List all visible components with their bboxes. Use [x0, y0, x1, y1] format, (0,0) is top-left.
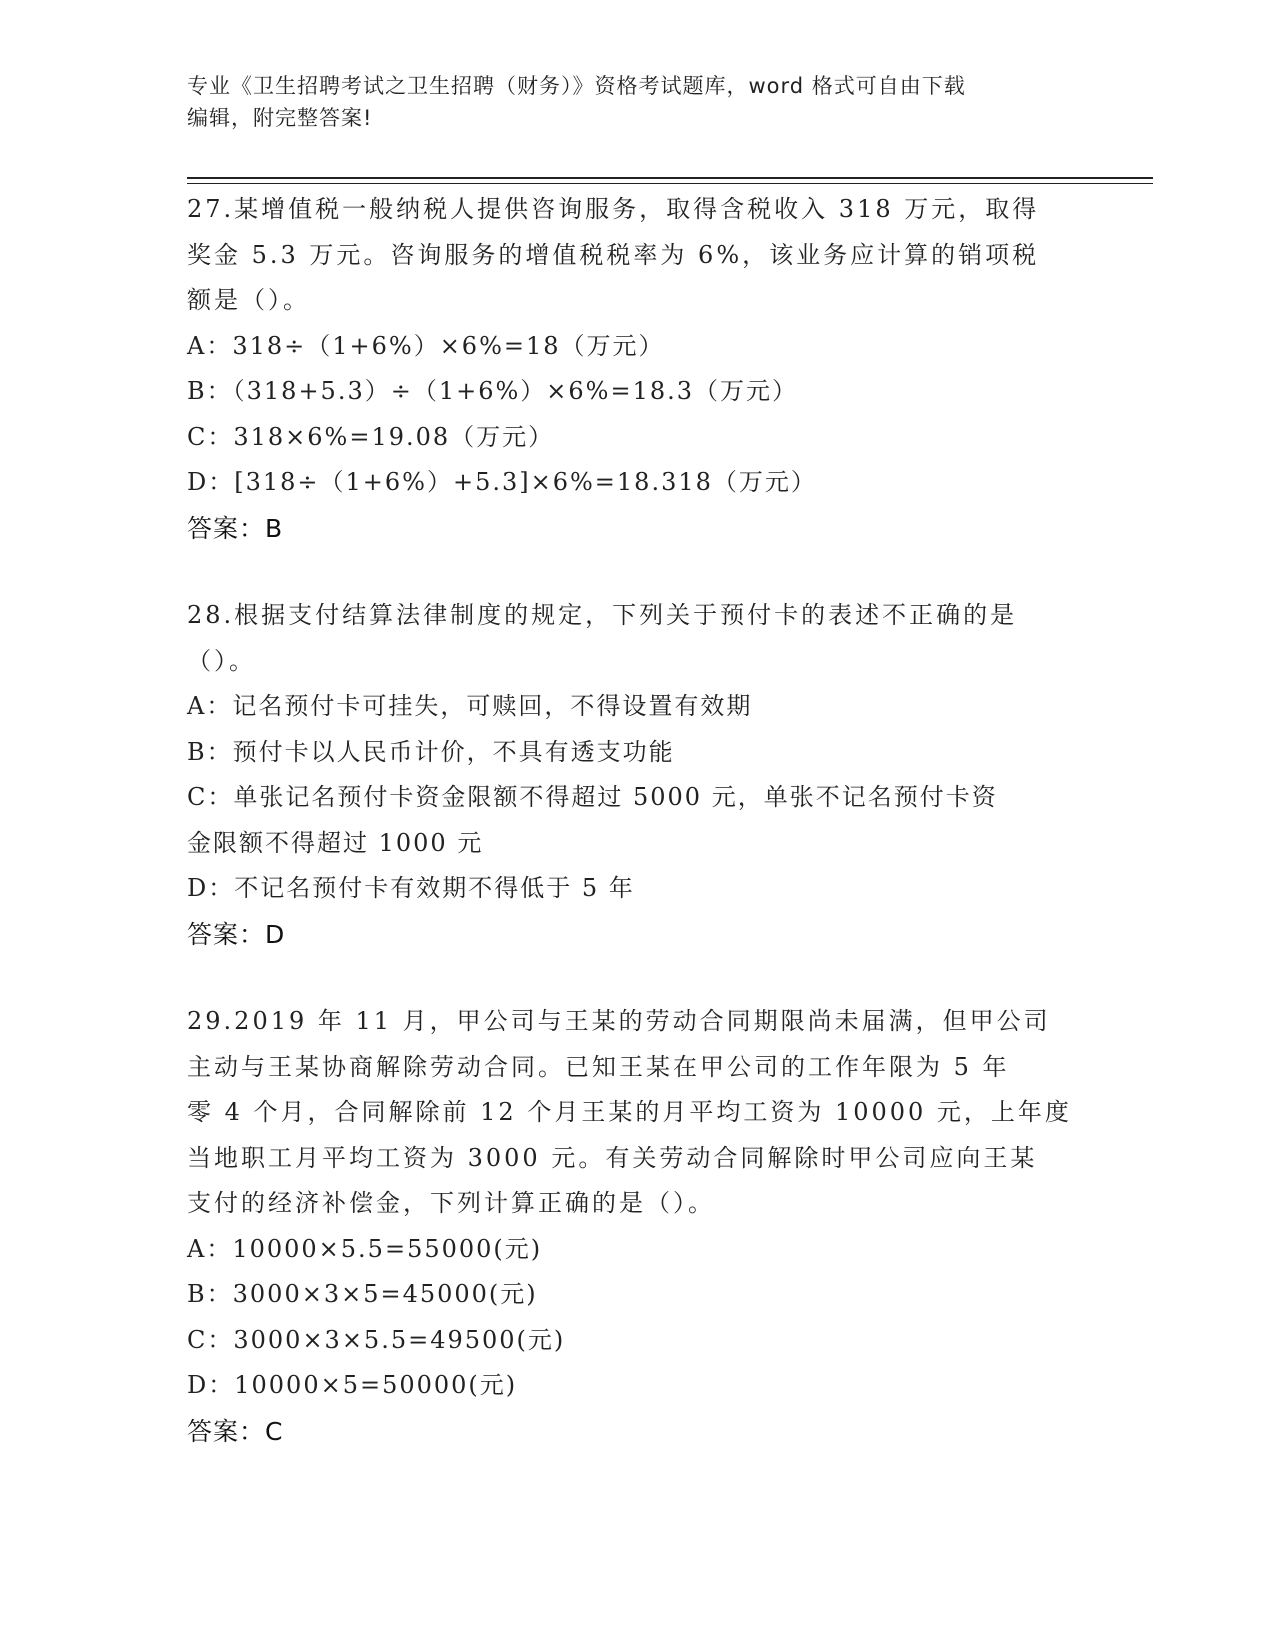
option-b: B：（318+5.3）÷（1+6%）×6%=18.3（万元）: [187, 377, 799, 405]
option-d: D：不记名预付卡有效期不得低于 5 年: [187, 874, 635, 902]
document-header: [187, 70, 1067, 134]
question-stem: [187, 187, 1067, 324]
option-d: D：[318÷（1+6%）+5.3]×6%=18.318（万元）: [187, 468, 817, 496]
option-c: C：3000×3×5.5=49500(元): [187, 1325, 566, 1354]
stem-line: 主动与王某协商解除劳动合同。已知王某在甲公司的工作年限为 5 年: [187, 1052, 1010, 1081]
option-a: A：318÷（1+6%）×6%=18（万元）: [187, 331, 665, 360]
question-stem: [187, 999, 1072, 1227]
stem-line: 支付的经济补偿金，下列计算正确的是（）。: [187, 1189, 715, 1217]
question-list: [187, 187, 1072, 1496]
stem-line: 零 4 个月，合同解除前 12 个月王某的月平均工资为 10000 元，上年度: [187, 1098, 1072, 1126]
answer-label: 答案：D: [187, 919, 286, 949]
option-a: A：10000×5.5=55000(元): [187, 1234, 543, 1263]
option-d: D：10000×5=50000(元): [187, 1371, 518, 1399]
option-c-continued: 金限额不得超过 1000 元: [187, 828, 484, 857]
answer-label: 答案：C: [187, 1416, 284, 1446]
stem-line: （）。: [187, 646, 256, 675]
stem-line: 额是（）。: [187, 286, 310, 314]
header-divider-thick: [187, 177, 1153, 179]
option-b: B：3000×3×5=45000(元): [187, 1280, 538, 1308]
option-c: C：单张记名预付卡资金限额不得超过 5000 元，单张不记名预付卡资: [187, 783, 998, 811]
stem-line: 奖金 5.3 万元。咨询服务的增值税税率为 6%，该业务应计算的销项税: [187, 240, 1040, 269]
stem-line: 当地职工月平均工资为 3000 元。有关劳动合同解除时甲公司应向王某: [187, 1143, 1038, 1172]
header-divider-thin: [187, 183, 1153, 184]
stem-line: 29.2019 年 11 月，甲公司与王某的劳动合同期限尚未届满，但甲公司: [187, 1007, 1051, 1035]
stem-line: 27.某增值税一般纳税人提供咨询服务，取得含税收入 318 万元，取得: [187, 195, 1040, 223]
option-c: C：318×6%=19.08（万元）: [187, 422, 555, 451]
header-line-1: 专业《卫生招聘考试之卫生招聘（财务）》资格考试题库，word 格式可自由下载: [187, 74, 966, 98]
option-b: B：预付卡以人民币计价，不具有透支功能: [187, 737, 675, 766]
stem-line: 28.根据支付结算法律制度的规定，下列关于预付卡的表述不正确的是: [187, 601, 1018, 629]
question-stem: [187, 593, 1067, 684]
header-line-2: 编辑，附完整答案!: [187, 106, 373, 130]
option-a: A：记名预付卡可挂失，可赎回，不得设置有效期: [187, 692, 753, 720]
question-27: [187, 187, 1067, 551]
question-28: [187, 593, 1067, 957]
answer-label: 答案：B: [187, 513, 284, 543]
question-29: [187, 999, 1072, 1454]
